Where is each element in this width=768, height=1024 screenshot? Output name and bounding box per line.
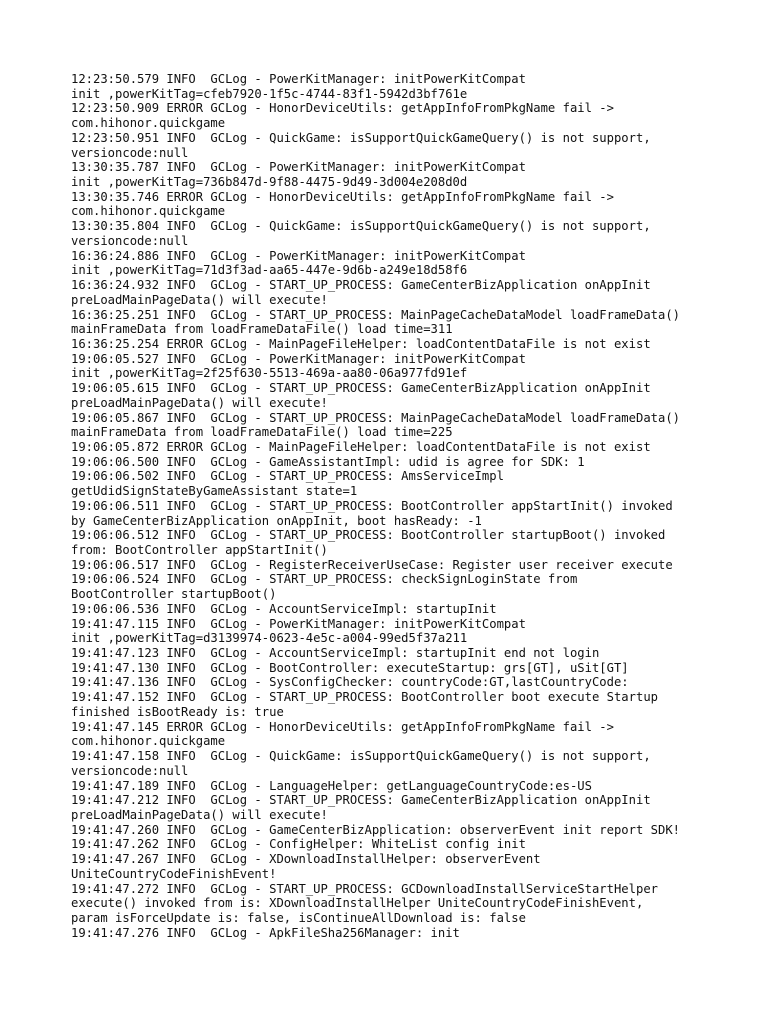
log-line: 19:41:47.276 INFO GCLog - ApkFileSha256Manager: init (71, 925, 460, 940)
log-line: 19:06:06.536 INFO GCLog - AccountServiceImpl: startupInit (71, 601, 497, 616)
log-line: init ,powerKitTag=71d3f3ad-aa65-447e-9d6b-a249e18d58f6 (71, 263, 468, 278)
log-line: 19:41:47.158 INFO GCLog - QuickGame: isSupportQuickGameQuery() is not support, (71, 749, 651, 764)
log-line: 19:06:05.867 INFO GCLog - START_UP_PROCESS: MainPageCacheDataModel loadFrameData() (71, 410, 681, 425)
log-line: 19:41:47.123 INFO GCLog - AccountServiceImpl: startupInit end not login (71, 646, 600, 661)
log-line: 19:06:05.615 INFO GCLog - START_UP_PROCESS: GameCenterBizApplication onAppInit (71, 381, 651, 396)
log-line: 19:06:06.524 INFO GCLog - START_UP_PROCESS: checkSignLoginState from (71, 572, 578, 587)
log-line: 13:30:35.787 INFO GCLog - PowerKitManager: initPowerKitCompat (71, 160, 526, 175)
log-line: getUdidSignStateByGameAssistant state=1 (71, 484, 358, 499)
log-document (71, 72, 731, 940)
log-line: preLoadMainPageData() will execute! (71, 807, 328, 822)
log-line: 19:06:06.502 INFO GCLog - START_UP_PROCESS: AmsServiceImpl (71, 469, 504, 484)
log-line: 19:41:47.260 INFO GCLog - GameCenterBizApplication: observerEvent init report SDK! (71, 822, 681, 837)
log-line: 19:41:47.189 INFO GCLog - LanguageHelper: getLanguageCountryCode:es-US (71, 778, 592, 793)
log-line: 13:30:35.746 ERROR GCLog - HonorDeviceUtils: getAppInfoFromPkgName fail -> (71, 189, 614, 204)
log-line: 13:30:35.804 INFO GCLog - QuickGame: isSupportQuickGameQuery() is not support, (71, 219, 651, 234)
log-line: 19:41:47.145 ERROR GCLog - HonorDeviceUtils: getAppInfoFromPkgName fail -> (71, 719, 614, 734)
log-line: 19:41:47.115 INFO GCLog - PowerKitManager: initPowerKitCompat (71, 616, 526, 631)
log-line: 19:06:06.500 INFO GCLog - GameAssistantImpl: udid is agree for SDK: 1 (71, 454, 585, 469)
log-line: 19:06:06.517 INFO GCLog - RegisterReceiverUseCase: Register user receiver execute (71, 557, 673, 572)
log-line: execute() invoked from is: XDownloadInstallHelper UniteCountryCodeFinishEvent, (71, 896, 644, 911)
log-line: preLoadMainPageData() will execute! (71, 292, 328, 307)
log-line: init ,powerKitTag=d3139974-0623-4e5c-a004-99ed5f37a211 (71, 631, 468, 646)
log-line: com.hihonor.quickgame (71, 734, 226, 749)
log-line: preLoadMainPageData() will execute! (71, 395, 328, 410)
log-line: 19:41:47.272 INFO GCLog - START_UP_PROCESS: GCDownloadInstallServiceStartHelper (71, 881, 658, 896)
log-line: versioncode:null (71, 145, 189, 160)
log-line: init ,powerKitTag=736b847d-9f88-4475-9d49-3d004e208d0d (71, 175, 468, 190)
log-line: com.hihonor.quickgame (71, 116, 226, 131)
log-line: 19:41:47.262 INFO GCLog - ConfigHelper: WhiteList config init (71, 837, 526, 852)
log-line: by GameCenterBizApplication onAppInit, boot hasReady: -1 (71, 513, 482, 528)
log-line: 16:36:25.254 ERROR GCLog - MainPageFileHelper: loadContentDataFile is not exist (71, 336, 651, 351)
log-line: versioncode:null (71, 233, 189, 248)
log-line: mainFrameData from loadFrameDataFile() load time=311 (71, 322, 453, 337)
log-line: finished isBootReady is: true (71, 704, 284, 719)
log-line: init ,powerKitTag=cfeb7920-1f5c-4744-83f1-5942d3bf761e (71, 86, 468, 101)
log-line: BootController startupBoot() (71, 587, 277, 602)
log-line: versioncode:null (71, 763, 189, 778)
log-line: from: BootController appStartInit() (71, 543, 328, 557)
log-line: 19:06:05.527 INFO GCLog - PowerKitManager: initPowerKitCompat (71, 351, 526, 366)
log-line: 16:36:25.251 INFO GCLog - START_UP_PROCESS: MainPageCacheDataModel loadFrameData() (71, 307, 681, 322)
log-line: 19:41:47.267 INFO GCLog - XDownloadInstallHelper: observerEvent (71, 852, 541, 867)
log-line: 12:23:50.579 INFO GCLog - PowerKitManager: initPowerKitCompat (71, 72, 526, 86)
log-line: 19:06:06.512 INFO GCLog - START_UP_PROCESS: BootController startupBoot() invoked (71, 528, 666, 543)
log-line: UniteCountryCodeFinishEvent! (71, 866, 277, 881)
log-line: com.hihonor.quickgame (71, 204, 226, 219)
log-line: 19:41:47.152 INFO GCLog - START_UP_PROCESS: BootController boot execute Startup (71, 690, 658, 705)
log-line: 19:41:47.212 INFO GCLog - START_UP_PROCESS: GameCenterBizApplication onAppInit (71, 793, 651, 808)
log-line: 19:06:06.511 INFO GCLog - START_UP_PROCESS: BootController appStartInit() invoked (71, 498, 673, 513)
log-line: 19:06:05.872 ERROR GCLog - MainPageFileHelper: loadContentDataFile is not exist (71, 439, 651, 454)
log-line: 16:36:24.932 INFO GCLog - START_UP_PROCESS: GameCenterBizApplication onAppInit (71, 278, 651, 293)
log-line: param isForceUpdate is: false, isContinueAllDownload is: false (71, 910, 526, 925)
log-line: mainFrameData from loadFrameDataFile() load time=225 (71, 425, 453, 440)
log-line: init ,powerKitTag=2f25f630-5513-469a-aa80-06a977fd91ef (71, 366, 468, 381)
log-line: 19:41:47.136 INFO GCLog - SysConfigChecker: countryCode:GT,lastCountryCode: (71, 675, 629, 690)
log-line: 12:23:50.909 ERROR GCLog - HonorDeviceUtils: getAppInfoFromPkgName fail -> (71, 101, 614, 116)
log-line: 12:23:50.951 INFO GCLog - QuickGame: isSupportQuickGameQuery() is not support, (71, 130, 651, 145)
log-line: 16:36:24.886 INFO GCLog - PowerKitManager: initPowerKitCompat (71, 248, 526, 263)
log-line: 19:41:47.130 INFO GCLog - BootController: executeStartup: grs[GT], uSit[GT] (71, 660, 629, 675)
